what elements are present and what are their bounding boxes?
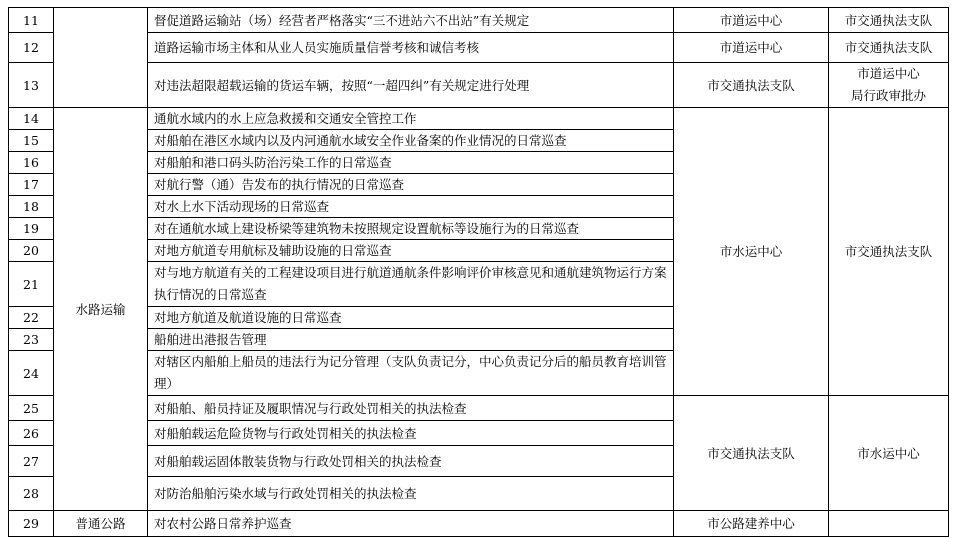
- lead-unit: 市交通执法支队: [674, 396, 829, 511]
- row-number: 27: [9, 446, 54, 477]
- row-number: 16: [9, 152, 54, 174]
- row-number: 21: [9, 262, 54, 307]
- task-description: 船舶进出港报告管理: [148, 329, 674, 351]
- table-row: [9, 63, 949, 108]
- lead-unit: 市公路建养中心: [674, 511, 829, 537]
- row-number: 12: [9, 33, 54, 63]
- task-description: 对水上水下活动现场的日常巡查: [148, 196, 674, 218]
- row-number: 14: [9, 108, 54, 130]
- category-waterway: 水路运输: [54, 108, 148, 511]
- table-row: [9, 8, 949, 33]
- lead-unit: 市交通执法支队: [674, 63, 829, 108]
- row-number: 26: [9, 421, 54, 446]
- task-description: 对船舶在港区水域内以及内河通航水域安全作业备案的作业情况的日常巡查: [148, 130, 674, 152]
- task-description: 对船舶和港口码头防治污染工作的日常巡查: [148, 152, 674, 174]
- table-row: [9, 33, 949, 63]
- task-description: 对航行警（通）告发布的执行情况的日常巡查: [148, 174, 674, 196]
- task-description: 对地方航道及航道设施的日常巡查: [148, 307, 674, 329]
- row-number: 19: [9, 218, 54, 240]
- cooperating-unit-line: 局行政审批办: [850, 88, 926, 103]
- cooperating-unit: [829, 63, 949, 108]
- row-number: 24: [9, 351, 54, 396]
- cooperating-unit: 市交通执法支队: [829, 8, 949, 33]
- cooperating-unit: 市交通执法支队: [829, 108, 949, 396]
- row-number: 25: [9, 396, 54, 421]
- row-number: 29: [9, 511, 54, 537]
- cooperating-unit: 市水运中心: [829, 396, 949, 511]
- task-description: 对船舶载运固体散装货物与行政处罚相关的执法检查: [148, 446, 674, 477]
- task-description: 通航水域内的水上应急救援和交通安全管控工作: [148, 108, 674, 130]
- task-description: 督促道路运输站（场）经营者严格落实“三不进站六不出站”有关规定: [148, 8, 674, 33]
- row-number: 13: [9, 63, 54, 108]
- row-number: 18: [9, 196, 54, 218]
- task-description: 对农村公路日常养护巡查: [148, 511, 674, 537]
- row-number: 15: [9, 130, 54, 152]
- table-row: [9, 108, 949, 130]
- row-number: 20: [9, 240, 54, 262]
- row-number: 11: [9, 8, 54, 33]
- task-description: 对船舶、船员持证及履职情况与行政处罚相关的执法检查: [148, 396, 674, 421]
- task-description: 对防治船舶污染水域与行政处罚相关的执法检查: [148, 477, 674, 511]
- category-highway: 普通公路: [54, 511, 148, 537]
- task-description: 对地方航道专用航标及辅助设施的日常巡查: [148, 240, 674, 262]
- cooperating-unit: 市交通执法支队: [829, 33, 949, 63]
- task-description: 对违法超限超载运输的货运车辆，按照“一超四纠”有关规定进行处理: [148, 63, 674, 108]
- row-number: 23: [9, 329, 54, 351]
- row-number: 22: [9, 307, 54, 329]
- lead-unit: 市道运中心: [674, 8, 829, 33]
- task-description: 对船舶载运危险货物与行政处罚相关的执法检查: [148, 421, 674, 446]
- lead-unit: 市水运中心: [674, 108, 829, 396]
- table-row: [9, 511, 949, 537]
- task-description: 对在通航水域上建设桥梁等建筑物未按照规定设置航标等设施行为的日常巡查: [148, 218, 674, 240]
- task-description: 对与地方航道有关的工程建设项目进行航道通航条件影响评价审核意见和通航建筑物运行方案执行情况的日常巡查: [148, 262, 674, 307]
- responsibility-table: [8, 7, 949, 537]
- task-description: 对辖区内船舶上船员的违法行为记分管理（支队负责记分，中心负责记分后的船员教育培训管理）: [148, 351, 674, 396]
- lead-unit: 市道运中心: [674, 33, 829, 63]
- row-number: 28: [9, 477, 54, 511]
- row-number: 17: [9, 174, 54, 196]
- cooperating-unit: [829, 511, 949, 537]
- category-cell-road-transport: [54, 8, 148, 108]
- cooperating-unit-line: 市道运中心: [857, 66, 920, 81]
- table-row: [9, 396, 949, 421]
- task-description: 道路运输市场主体和从业人员实施质量信誉考核和诚信考核: [148, 33, 674, 63]
